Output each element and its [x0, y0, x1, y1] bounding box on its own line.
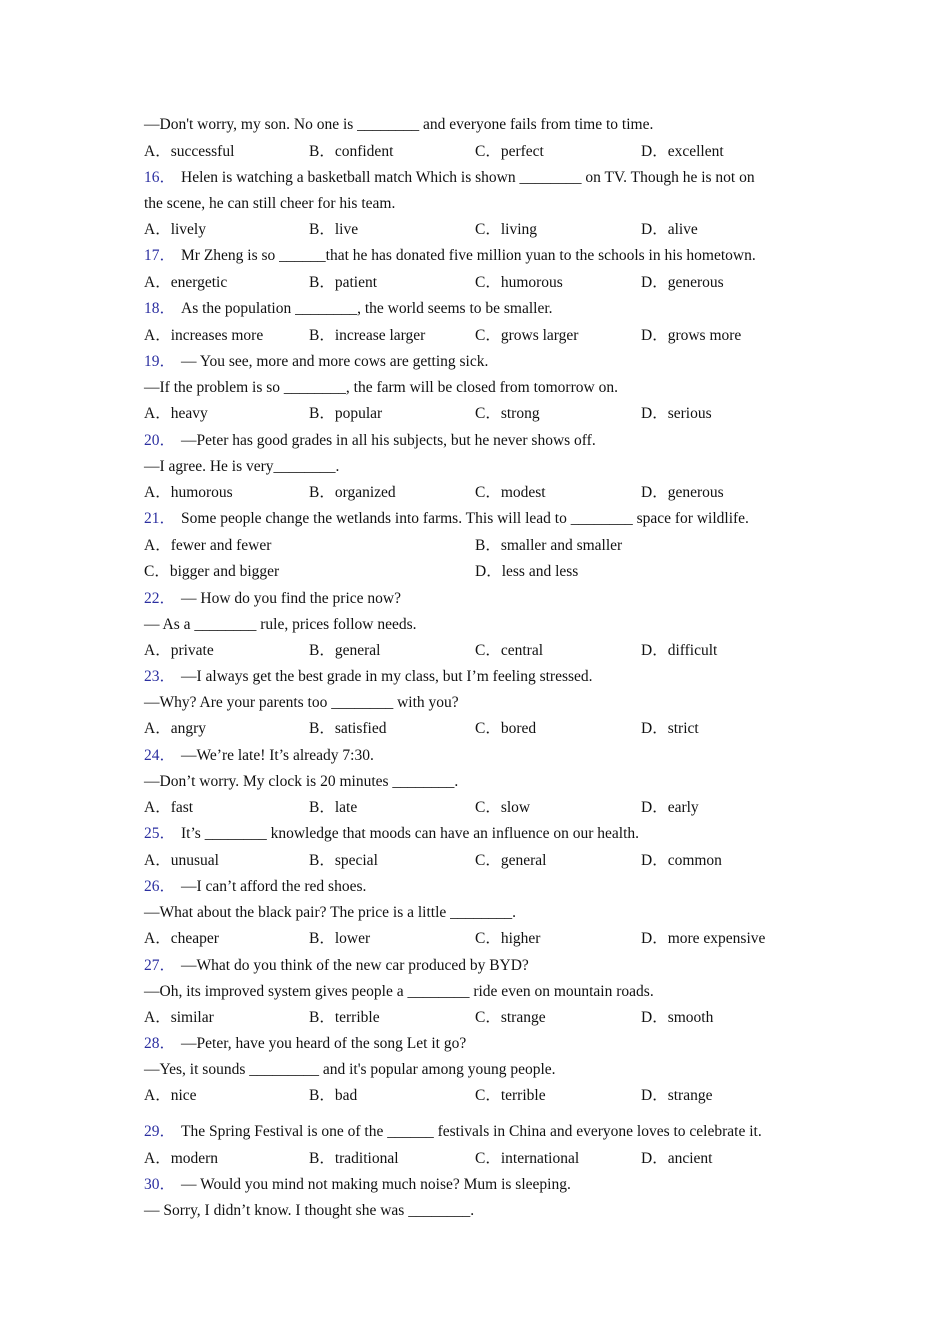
question-text: —I always get the best grade in my class, but I’m feeling stressed. [181, 668, 593, 685]
question-15-line2: —Don't worry, my son. No one is ________ and everyone fails from time to time. [144, 116, 654, 133]
option-c: C．perfect [475, 143, 544, 160]
option-d: D．smooth [641, 1009, 714, 1026]
question-text: Some people change the wetlands into farms. This will lead to ________ space for wildlife. [181, 510, 749, 527]
question-28-line2: —Yes, it sounds _________ and it's popular among young people. [144, 1061, 556, 1078]
question-26-line2: —What about the black pair? The price is a little ________. [144, 904, 517, 921]
option-b: B．popular [309, 405, 383, 422]
option-a: A．modern [144, 1150, 219, 1167]
question-20-options [144, 483, 814, 503]
question-16-line2: the scene, he can still cheer for his team. [144, 195, 396, 212]
option-d: D．strange [641, 1087, 713, 1104]
question-16-options [144, 220, 814, 240]
option-d: D．generous [641, 484, 724, 501]
question-23-line2: —Why? Are your parents too ________ with you? [144, 694, 459, 711]
question-number: 17． [144, 247, 176, 264]
option-d: D．common [641, 852, 722, 869]
question-text: —Peter, have you heard of the song Let it go? [181, 1035, 467, 1052]
question-24-options [144, 798, 814, 818]
question-24-line2: —Don’t worry. My clock is 20 minutes ________. [144, 773, 459, 790]
question-19-line2: —If the problem is so ________, the farm will be closed from tomorrow on. [144, 379, 618, 396]
option-c: C．bored [475, 720, 537, 737]
question-29-options [144, 1149, 814, 1169]
option-d: D．serious [641, 405, 712, 422]
question-number: 23． [144, 668, 176, 685]
option-b: B．terrible [309, 1009, 380, 1026]
option-b: B．increase larger [309, 327, 426, 344]
option-d: D．ancient [641, 1150, 713, 1167]
option-d: D．generous [641, 274, 724, 291]
option-c: C．terrible [475, 1087, 546, 1104]
question-18-options [144, 326, 814, 346]
option-d: D．difficult [641, 642, 718, 659]
question-text: Helen is watching a basketball match Which is shown ________ on TV. Though he is not on [181, 169, 755, 186]
option-b: B．organized [309, 484, 396, 501]
option-a: A．fast [144, 799, 194, 816]
question-number: 21． [144, 510, 176, 527]
question-number: 19． [144, 353, 176, 370]
option-d: D．more expensive [641, 930, 766, 947]
question-text: —Peter has good grades in all his subjects, but he never shows off. [181, 432, 596, 449]
question-27-options [144, 1008, 814, 1028]
option-b: B．lower [309, 930, 371, 947]
question-30 [144, 1175, 814, 1195]
question-22-line2: — As a ________ rule, prices follow needs. [144, 616, 417, 633]
option-c: C．general [475, 852, 547, 869]
option-b: B．confident [309, 143, 394, 160]
option-b: B．live [309, 221, 359, 238]
option-d: D．strict [641, 720, 699, 737]
option-a: A．private [144, 642, 214, 659]
option-a: A．unusual [144, 852, 219, 869]
question-number: 16． [144, 169, 176, 186]
question-number: 28． [144, 1035, 176, 1052]
question-17-options [144, 273, 814, 293]
question-19-options [144, 404, 814, 424]
question-text: — Would you mind not making much noise? Mum is sleeping. [181, 1176, 571, 1193]
question-23-options [144, 719, 814, 739]
option-c: C．slow [475, 799, 531, 816]
option-b: B．traditional [309, 1150, 399, 1167]
option-c: C．strange [475, 1009, 546, 1026]
question-number: 26． [144, 878, 176, 895]
option-b: B．general [309, 642, 381, 659]
question-22 [144, 589, 814, 609]
option-d: D．excellent [641, 143, 724, 160]
question-text: As the population ________, the world seems to be smaller. [181, 300, 553, 317]
question-15-options [144, 142, 814, 162]
option-c: C．central [475, 642, 544, 659]
question-22-options [144, 641, 814, 661]
option-c: C．strong [475, 405, 540, 422]
question-21-options-row2 [144, 562, 814, 582]
question-28-options [144, 1086, 814, 1106]
option-d: D．alive [641, 221, 698, 238]
question-25-options [144, 851, 814, 871]
option-c: C．higher [475, 930, 541, 947]
option-a: A．similar [144, 1009, 214, 1026]
question-text: — How do you find the price now? [181, 590, 401, 607]
question-28 [144, 1034, 814, 1054]
option-c: C．humorous [475, 274, 563, 291]
question-text: It’s ________ knowledge that moods can have an influence on our health. [181, 825, 640, 842]
question-number: 22． [144, 590, 176, 607]
option-b: B．special [309, 852, 378, 869]
option-a: A．increases more [144, 327, 264, 344]
question-26 [144, 877, 814, 897]
question-19 [144, 352, 814, 372]
option-d: D．grows more [641, 327, 742, 344]
question-number: 25． [144, 825, 176, 842]
option-c: C．grows larger [475, 327, 579, 344]
option-d: D．early [641, 799, 699, 816]
question-20-line2: —I agree. He is very________. [144, 458, 340, 475]
question-number: 30． [144, 1176, 176, 1193]
option-a: A．heavy [144, 405, 208, 422]
question-29 [144, 1122, 814, 1142]
question-number: 27． [144, 957, 176, 974]
question-27 [144, 956, 814, 976]
question-24 [144, 746, 814, 766]
option-b: B．smaller and smaller [475, 537, 623, 554]
option-a: A．lively [144, 221, 206, 238]
question-text: — You see, more and more cows are getting sick. [181, 353, 489, 370]
option-c: C．bigger and bigger [144, 563, 280, 580]
question-text: The Spring Festival is one of the ______ festivals in China and everyone loves to celebrate it. [181, 1123, 762, 1140]
question-number: 29． [144, 1123, 176, 1140]
question-23 [144, 667, 814, 687]
option-b: B．bad [309, 1087, 358, 1104]
question-16 [144, 168, 814, 188]
option-a: A．humorous [144, 484, 233, 501]
question-number: 20． [144, 432, 176, 449]
question-17 [144, 246, 814, 266]
option-c: C．modest [475, 484, 546, 501]
question-27-line2: —Oh, its improved system gives people a ________ ride even on mountain roads. [144, 983, 654, 1000]
option-c: C．international [475, 1150, 580, 1167]
question-25 [144, 824, 814, 844]
question-30-line2: — Sorry, I didn’t know. I thought she was ________. [144, 1202, 475, 1219]
question-number: 18． [144, 300, 176, 317]
question-text: —What do you think of the new car produced by BYD? [181, 957, 529, 974]
question-20 [144, 431, 814, 451]
option-a: A．angry [144, 720, 206, 737]
option-a: A．energetic [144, 274, 228, 291]
question-18 [144, 299, 814, 319]
option-c: C．living [475, 221, 538, 238]
option-b: B．patient [309, 274, 378, 291]
option-a: A．successful [144, 143, 235, 160]
option-b: B．satisfied [309, 720, 387, 737]
question-21-options-row1 [144, 536, 814, 556]
question-number: 24． [144, 747, 176, 764]
question-text: —I can’t afford the red shoes. [181, 878, 367, 895]
question-26-options [144, 929, 814, 949]
option-a: A．cheaper [144, 930, 219, 947]
option-a: A．nice [144, 1087, 197, 1104]
option-d: D．less and less [475, 563, 579, 580]
question-text: Mr Zheng is so ______that he has donated five million yuan to the schools in his hometown. [181, 247, 756, 264]
question-21 [144, 509, 814, 529]
option-b: B．late [309, 799, 358, 816]
option-a: A．fewer and fewer [144, 537, 272, 554]
question-text: —We’re late! It’s already 7:30. [181, 747, 374, 764]
